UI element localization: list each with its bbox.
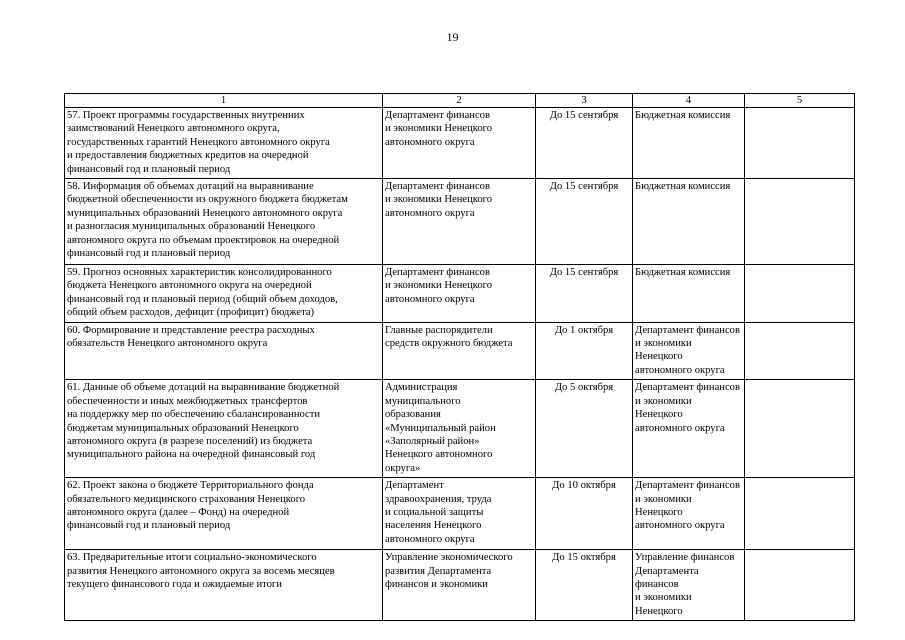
item-description: 58. Информация об объемах дотаций на выравнивание бюджетной обеспеченности из окружного бюджета бюджетам муниципальных образований Ненецкого автономного округа и разногласия муниципальных образований Ненецкого автономного округа по объемам проектировок на очередной финансовый год и плановый период: [67, 181, 348, 260]
responsible-party: Департамент финансов и экономики Ненецкого автономного округа: [385, 181, 493, 219]
responsible-party: Департамент здравоохранения, труда и социальной защиты населения Ненецкого автономного округа: [385, 480, 492, 545]
item-description: 60. Формирование и представление реестра расходных обязательств Ненецкого автономного округа: [67, 324, 315, 350]
table-row: [65, 478, 855, 550]
page-number: 19: [446, 30, 459, 44]
column-header: 4: [633, 94, 745, 108]
deadline: До 10 октября: [552, 480, 616, 492]
deadline: До 15 октября: [552, 552, 616, 564]
deadline: До 5 октября: [554, 382, 614, 394]
item-description: 57. Проект программы государственных внутренних заимствований Ненецкого автономного округа, государственных гарантий Ненецкого автономного округа и предоставления бюджетных кредитов на очередной финансовый год и плановый период: [67, 110, 330, 175]
item-description: 61. Данные об объеме дотаций на выравнивание бюджетной обеспеченности и иных межбюджетных трансфертов на поддержку мер по обеспечению сбалансированности бюджетам муниципальных образований Ненецкого автономного округа (в разрезе поселений) из бюджета муниципального района на очередной финансовый год: [67, 382, 340, 461]
recipient: Управление финансов Департамента финансов и экономики Ненецкого: [635, 552, 735, 617]
schedule-table: [64, 93, 855, 621]
recipient: Бюджетная комиссия: [635, 110, 731, 121]
table-row: [65, 108, 855, 179]
table-row: [65, 380, 855, 478]
table-row: [65, 322, 855, 380]
recipient: Бюджетная комиссия: [635, 181, 731, 193]
responsible-party: Главные распорядители средств окружного бюджета: [385, 324, 513, 350]
column-header: 1: [65, 94, 383, 108]
item-description: 63. Предварительные итоги социально-экономического развития Ненецкого автономного округа за восемь месяцев текущего финансового года и ожидаемые итоги: [67, 552, 335, 590]
table-row: [65, 550, 855, 621]
table-row: [65, 265, 855, 323]
recipient: Департамент финансов и экономики Ненецкого автономного округа: [635, 324, 740, 376]
responsible-party: Департамент финансов и экономики Ненецкого автономного округа: [385, 110, 493, 148]
deadline: До 15 сентября: [549, 181, 619, 193]
header-row: [65, 94, 855, 108]
column-header: 3: [536, 94, 633, 108]
responsible-party: Администрация муниципального образования «Муниципальный район «Заполярный район» Ненецкого автономного округа»: [385, 382, 496, 474]
recipient: Департамент финансов и экономики Ненецкого автономного округа: [635, 382, 740, 434]
table-row: [65, 179, 855, 265]
deadline: До 15 сентября: [549, 267, 619, 279]
item-description: 62. Проект закона о бюджете Территориального фонда обязательного медицинского страхования Ненецкого автономного округа (далее – Фонд) на очередной финансовый год и плановый период: [67, 480, 314, 532]
item-description: 59. Прогноз основных характеристик консолидированного бюджета Ненецкого автономного округа на очередной финансовый год и плановый период (общий объем доходов, общий объем расходов, дефицит (профицит) бюджета): [67, 267, 338, 319]
recipient: Департамент финансов и экономики Ненецкого автономного округа: [635, 480, 740, 532]
deadline: До 1 октября: [554, 324, 614, 336]
responsible-party: Управление экономического развития Департамента финансов и экономики: [385, 552, 513, 590]
column-header: 2: [383, 94, 536, 108]
recipient: Бюджетная комиссия: [635, 267, 731, 279]
responsible-party: Департамент финансов и экономики Ненецкого автономного округа: [385, 267, 493, 305]
deadline: До 15 сентября: [549, 110, 619, 121]
column-header: 5: [745, 94, 855, 108]
